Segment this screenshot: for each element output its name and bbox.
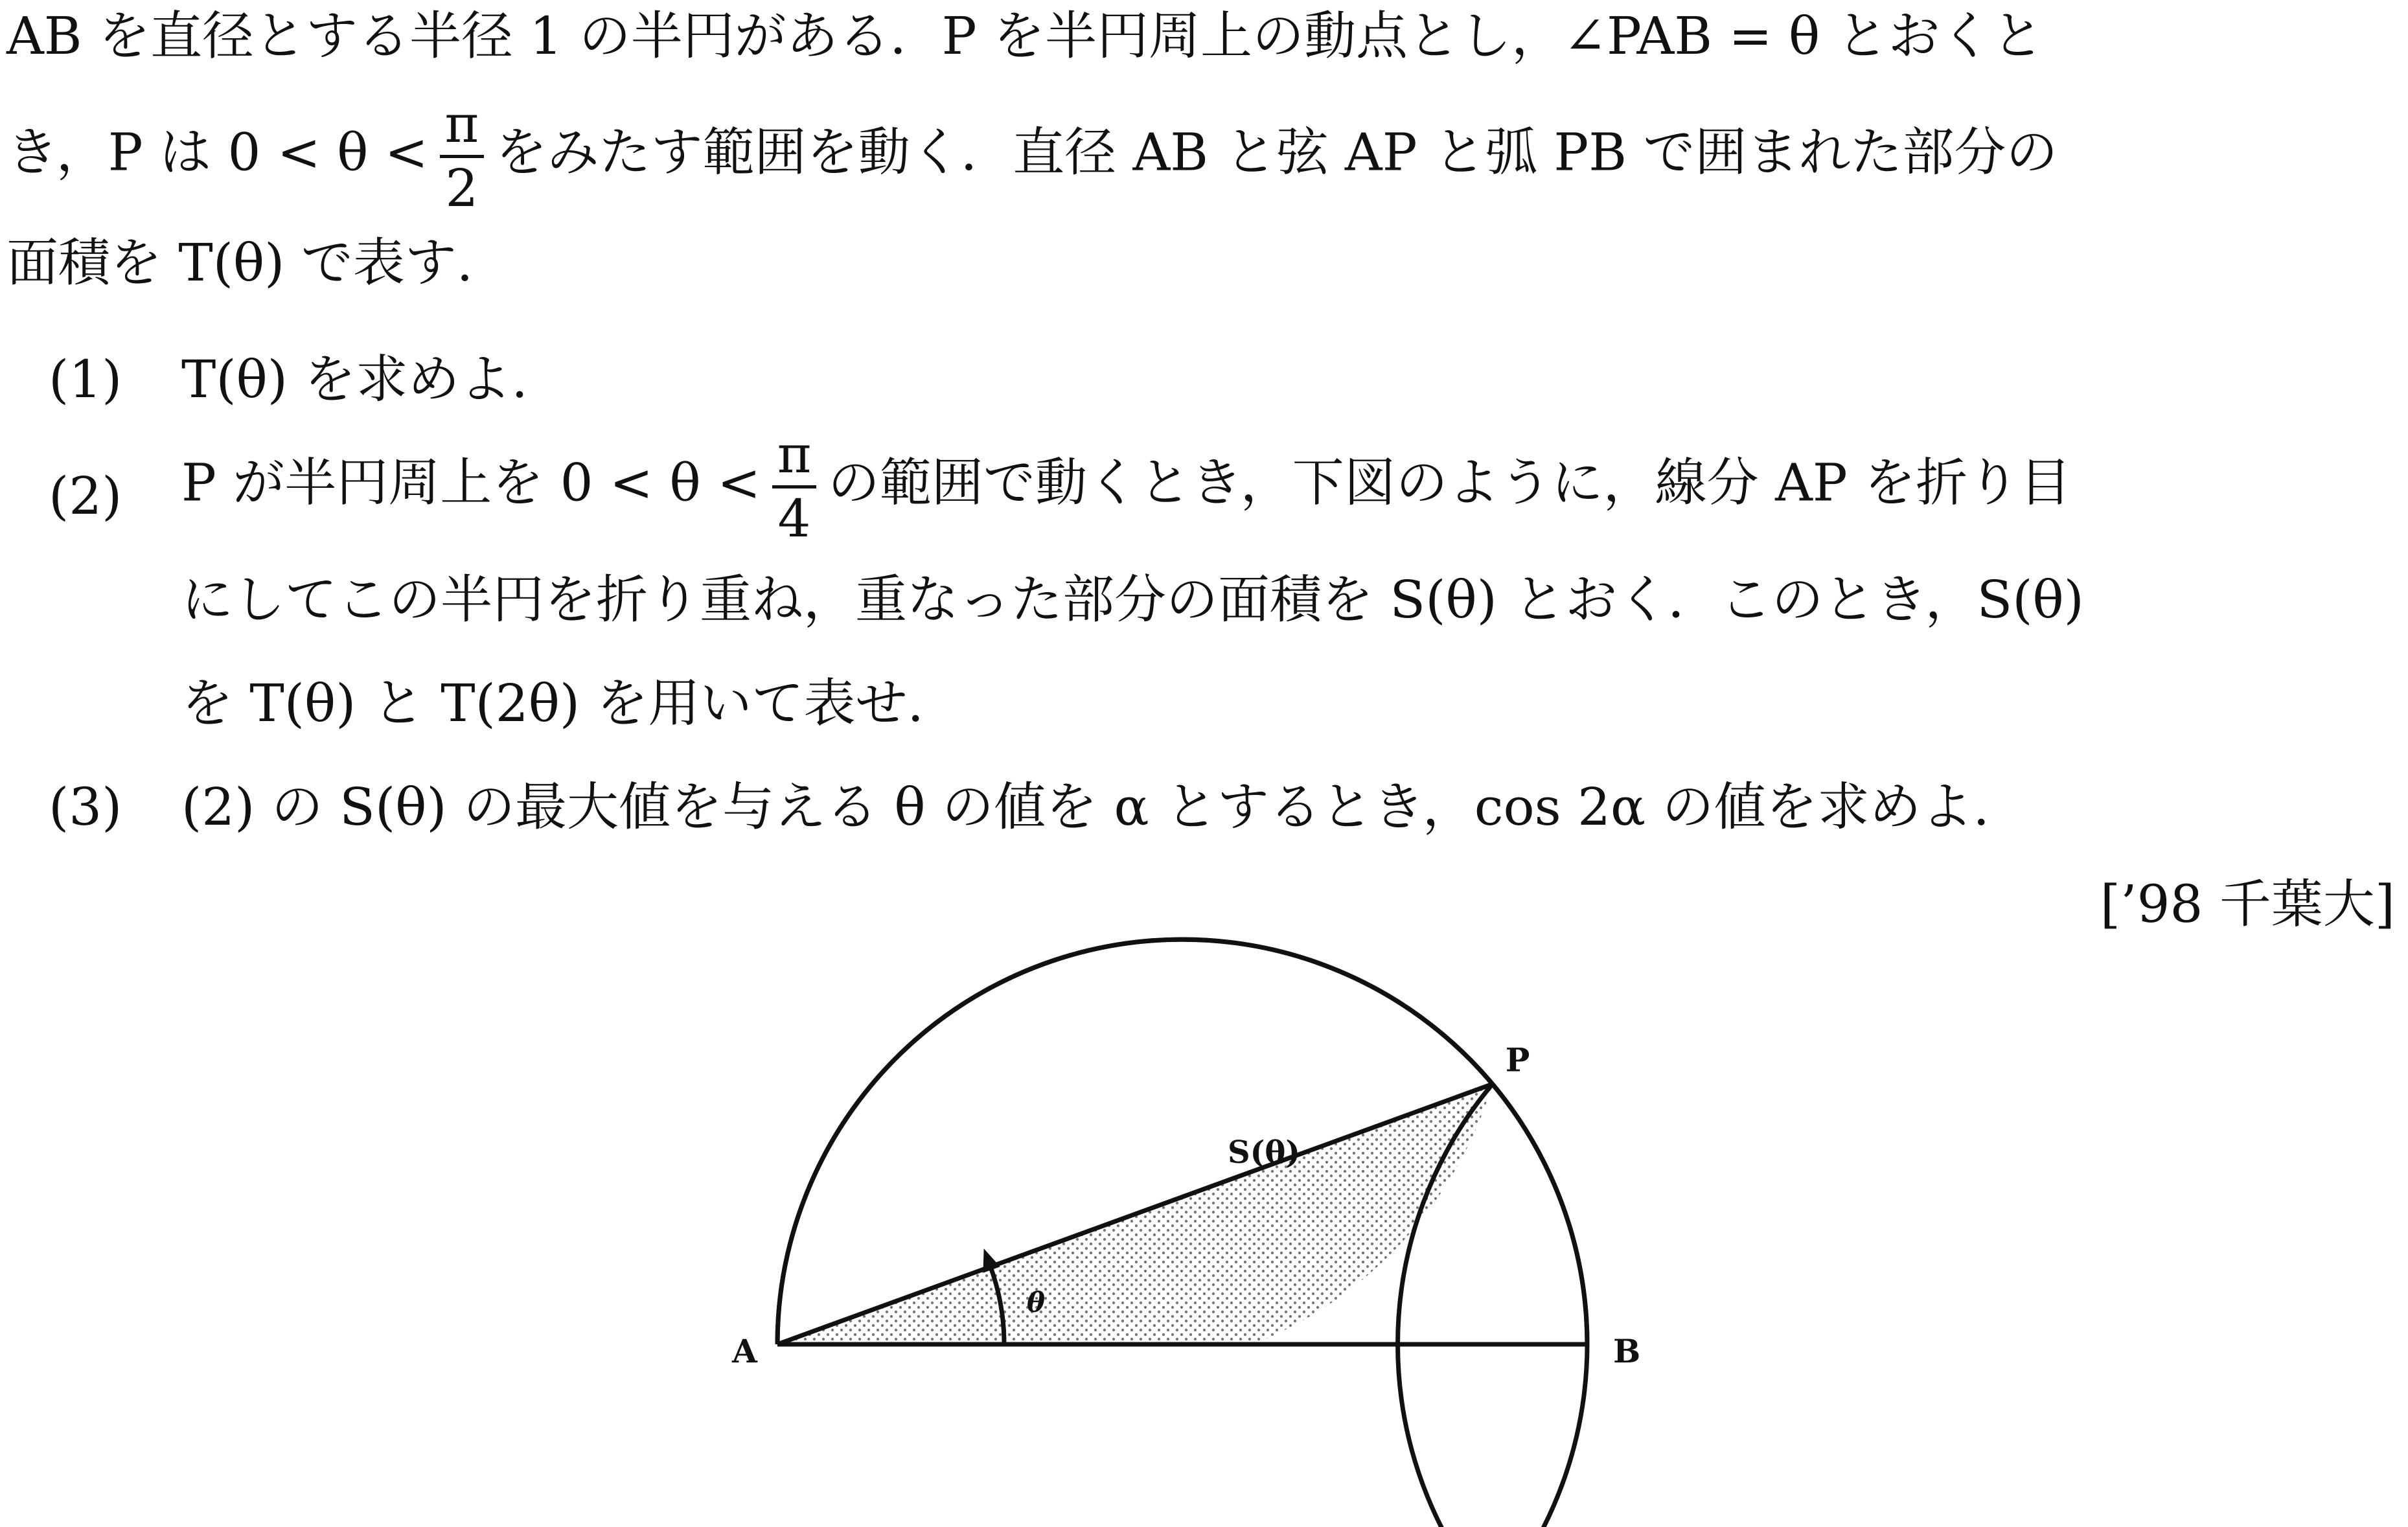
intro-line-2 (6, 94, 2397, 218)
area-s-theta-label: S(θ) (1228, 1134, 1301, 1171)
item-2-line-1b: の範囲で動くとき，下図のように，線分 AP を折り目 (827, 452, 2072, 513)
source-citation: [’98 千葉大] (2100, 874, 2395, 934)
item-2-label: (2) (49, 466, 122, 526)
fraction-pi-over-2 (440, 94, 485, 218)
angle-theta-label: θ (1027, 1287, 1046, 1318)
point-b-label: B (1613, 1332, 1641, 1370)
fraction-pi-over-4 (772, 424, 817, 549)
fraction-denominator: 4 (777, 488, 811, 549)
item-2-line-1a: P が半円周上を 0 < θ < (181, 452, 761, 513)
fraction-denominator: 2 (445, 157, 479, 218)
point-a-label: A (732, 1332, 757, 1370)
item-2-line-2: にしてこの半円を折り重ね，重なった部分の面積を S(θ) とおく．このとき，S(θ) (181, 569, 2084, 630)
item-1-label: (1) (49, 349, 122, 409)
item-3-text: (2) の S(θ) の最大値を与える θ の値を α とするとき，cos 2α の値を求めよ. (181, 777, 1989, 837)
item-2-line-3: を T(θ) と T(2θ) を用いて表せ. (181, 673, 924, 733)
intro-line-2a: き，P は 0 < θ < (6, 122, 428, 183)
fraction-numerator: π (440, 97, 485, 158)
point-p-label: P (1505, 1040, 1530, 1079)
intro-line-3: 面積を T(θ) で表す. (6, 233, 474, 293)
item-2-line-1 (181, 424, 2072, 549)
item-1-text: T(θ) を求めよ. (181, 349, 528, 409)
fraction-numerator: π (772, 428, 817, 488)
intro-line-1: AB を直径とする半径 1 の半円がある．P を半円周上の動点とし，∠PAB = θ とおくと (6, 6, 2044, 66)
fold-figure (713, 920, 1684, 1522)
item-3-label: (3) (49, 777, 122, 837)
intro-line-2b: をみたす範囲を動く．直径 AB と弦 AP と弧 PB で囲まれた部分の (495, 122, 2058, 183)
